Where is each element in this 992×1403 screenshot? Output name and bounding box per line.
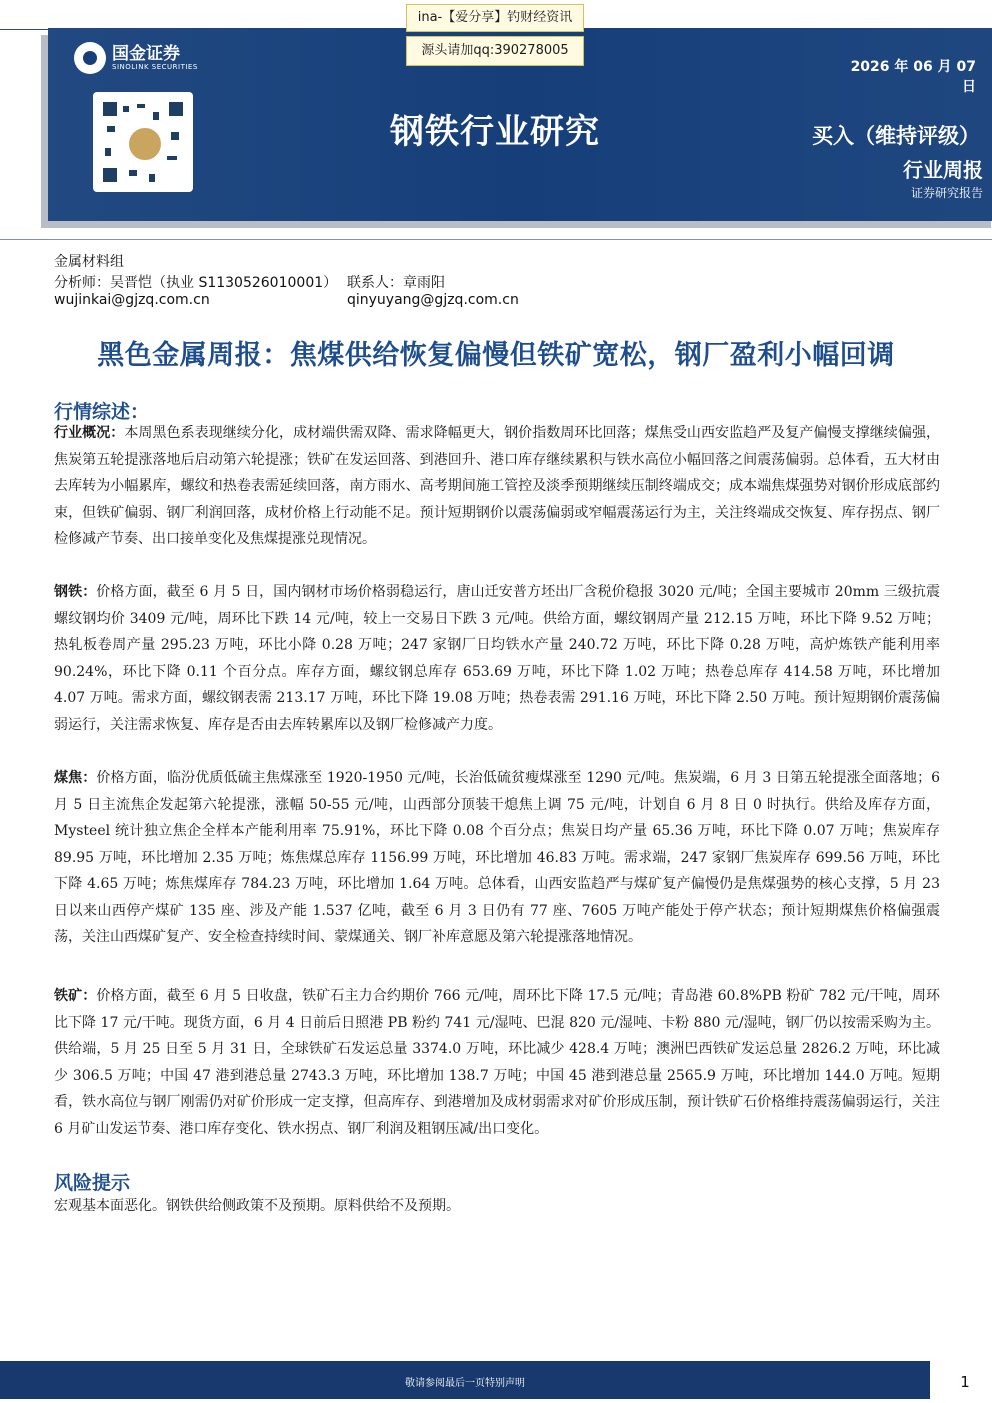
paragraph-industry — [54, 420, 940, 553]
paragraph-label: 行业概况： — [54, 425, 125, 441]
paragraph-label: 煤焦： — [54, 770, 97, 786]
report-type: 行业周报 — [903, 158, 983, 182]
report-title: 黑色金属周报：焦煤供给恢复偏慢但铁矿宽松，钢厂盈利小幅回调 — [97, 340, 895, 371]
qr-center-logo — [127, 126, 163, 162]
watermark-line2: 源头请加qq:390278005 — [406, 36, 584, 66]
header-divider — [0, 239, 992, 240]
analyst-line: 分析师：吴晋恺（执业 S1130526010001） — [54, 275, 338, 291]
research-group: 金属材料组 — [54, 254, 124, 270]
page-number: 1 — [960, 1373, 970, 1391]
logo-name-cn: 国金证券 — [112, 43, 180, 64]
company-logo — [74, 42, 198, 74]
paragraph-iron-ore — [54, 983, 940, 1142]
paragraph-text: 价格方面，截至 6 月 5 日收盘，铁矿石主力合约期价 766 元/吨，周环比下降 17.5 元/吨；青岛港 60.8%PB 粉矿 782 元/干吨，周环比下降 17 元/干吨。现货方面，6 月 4 日前后日照港 PB 粉约 741 元/湿吨、巴混 820 元/湿吨、卡粉 880 元/湿吨，钢厂仍以按需采购为主。供给端，5 月 25 日至 5 月 31 日，全球铁矿石发运总量 3374.0 万吨，环比减少 428.4 万吨；澳洲巴西铁矿发运总量 2826.2 万吨，环比减少 306.5 万吨；中国 47 港到港总量 2743.3 万吨，环比增加 138.7 万吨；中国 45 港到港总量 2565.9 万吨，环比增加 144.0 万吨。短期看，铁水高位与钢厂刚需仍对矿价形成一定支撑，但高库存、到港增加及成材弱需求对矿价形成压制，预计铁矿石价格维持震荡偏弱运行，关注 6 月矿山发运节奏、港口库存变化、铁水拐点、钢厂利润及粗钢压减/出口变化。 — [54, 988, 941, 1137]
investment-rating: 买入（维持评级） — [812, 124, 980, 148]
industry-title: 钢铁行业研究 — [390, 112, 600, 152]
paragraph-label: 钢铁： — [54, 584, 97, 600]
contact-email: qinyuyang@gjzq.com.cn — [347, 292, 519, 308]
paragraph-steel — [54, 579, 940, 738]
qr-code-icon — [93, 92, 193, 192]
logo-icon — [74, 42, 106, 74]
paragraph-text: 本周黑色系表现继续分化，成材端供需双降、需求降幅更大，钢价指数周环比回落；煤焦受山西安监趋严及复产偏慢支撑继续偏强，焦炭第五轮提涨落地后启动第六轮提涨；铁矿在发运回落、到港回升、港口库存继续累积与铁水高位小幅回落之间震荡偏弱。总体看，五大材由去库转为小幅累库，螺纹和热卷表需延续回落，南方雨水、高考期间施工管控及淡季预期继续压制终端成交；成本端焦煤强势对钢价形成底部约束，但铁矿偏弱、钢厂利润回落，成材价格上行动能不足。预计短期钢价以震荡偏弱或窄幅震荡运行为主，关注终端成交恢复、库存拐点、钢厂检修减产节奏、出口接单变化及焦煤提涨兑现情况。 — [54, 425, 941, 547]
report-category: 证券研究报告 — [910, 186, 983, 200]
contact-line: 联系人：章雨阳 — [347, 275, 445, 291]
paragraph-text: 价格方面，临汾优质低硫主焦煤涨至 1920-1950 元/吨，长治低硫贫瘦煤涨至 1290 元/吨。焦炭端，6 月 3 日第五轮提涨全面落地；6 月 5 日主流焦企发起第六轮提涨，涨幅 50-55 元/吨，山西部分顶装干熄焦上调 75 元/吨，计划自 6 月 8 日 0 时执行。供给及库存方面，Mysteel 统计独立焦企全样本产能利用率 75.91%，环比下降 0.08 个百分点；焦炭日均产量 65.36 万吨，环比下降 0.07 万吨；焦炭库存 89.95 万吨，环比增加 2.35 万吨；炼焦煤总库存 1156.99 万吨，环比增加 46.83 万吨。需求端，247 家钢厂焦炭库存 699.56 万吨，环比下降 4.65 万吨；炼焦煤库存 784.23 万吨，环比增加 1.64 万吨。总体看，山西安监趋严与煤矿复产偏慢仍是焦煤强势的核心支撑，5 月 23 日以来山西停产煤矿 135 座、涉及产能 1.537 亿吨，截至 6 月 3 日仍有 77 座、7605 万吨产能处于停产状态；预计短期煤焦价格偏强震荡，关注山西煤矿复产、安全检查持续时间、蒙煤通关、钢厂补库意愿及第六轮提涨落地情况。 — [54, 770, 941, 945]
paragraph-coal-coke — [54, 765, 940, 951]
logo-name-en: SINOLINK SECURITIES — [112, 62, 198, 71]
paragraph-label: 铁矿： — [54, 988, 97, 1004]
risk-text: 宏观基本面恶化。钢铁供给侧政策不及预期。原料供给不及预期。 — [54, 1198, 460, 1214]
overview-heading: 行情综述： — [54, 401, 150, 423]
footer-disclaimer: 敬请参阅最后一页特别声明 — [405, 1378, 525, 1389]
paragraph-text: 价格方面，截至 6 月 5 日，国内钢材市场价格弱稳运行，唐山迁安普方坯出厂含税价稳报 3020 元/吨；全国主要城市 20mm 三级抗震螺纹钢均价 3409 元/吨，周环比下跌 14 元/吨，较上一交易日下跌 3 元/吨。供给方面，螺纹钢周产量 212.15 万吨，环比下降 9.52 万吨；热轧板卷周产量 295.23 万吨，环比小降 0.28 万吨；247 家钢厂日均铁水产量 240.72 万吨，环比下降 0.28 万吨，高炉炼铁产能利用率 90.24%，环比下降 0.11 个百分点。库存方面，螺纹钢总库存 653.69 万吨，环比下降 1.02 万吨；热卷总库存 414.58 万吨，环比增加 4.07 万吨。需求方面，螺纹钢表需 213.17 万吨，环比下降 19.08 万吨；热卷表需 291.16 万吨，环比下降 2.50 万吨。预计短期钢价震荡偏弱运行，关注需求恢复、库存是否由去库转累库以及钢厂检修减产力度。 — [54, 584, 941, 733]
watermark-line1: ina-【爱分享】钓财经资讯 — [406, 4, 584, 32]
report-date: 2026 年 06 月 07 日 — [850, 59, 976, 95]
analyst-email: wujinkai@gjzq.com.cn — [54, 292, 210, 308]
risk-heading: 风险提示 — [54, 1172, 131, 1194]
